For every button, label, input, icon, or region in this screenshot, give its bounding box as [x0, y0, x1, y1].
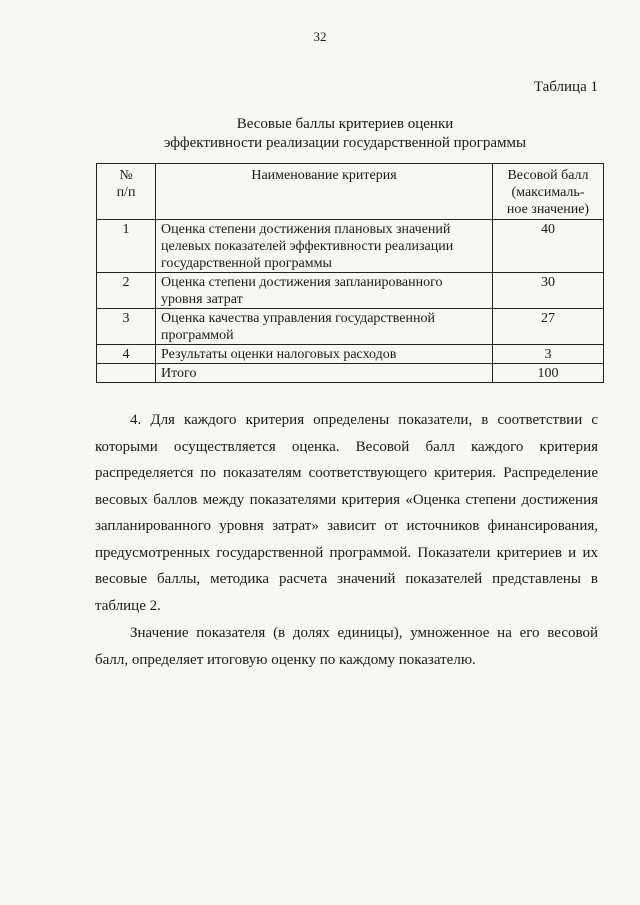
paragraph-criteria-indicators: 4. Для каждого критерия определены показатели, в соответствии с которыми осуществляется оценка. Весовой балл каждого критерия распределяется по показателям соответствующего критерия. Распределение весовых баллов между показателями критерия «Оценка степени достижения запланированного уровня затрат» зависит от источников финансирования, предусмотренных государственной программой. Показатели критериев и их весовые баллы, методика расчета значений показателей представлены в таблице 2. [95, 412, 598, 614]
table-header-row [97, 164, 604, 220]
table-row [97, 220, 604, 273]
criterion-line: Оценка степени достижения запланированного [161, 275, 443, 290]
header-number-line: п/п [116, 185, 136, 200]
criterion-line: Итого [161, 366, 197, 381]
table-title [0, 115, 640, 153]
criteria-weights-table [96, 163, 604, 383]
criterion-line: Оценка степени достижения плановых значений [161, 222, 451, 237]
table-row [97, 273, 604, 309]
header-weight-line: (максималь- [511, 185, 585, 200]
header-weight-line: ное значение) [506, 202, 590, 217]
table-row [97, 309, 604, 345]
criterion-line: целевых показателей эффективности реализации [161, 239, 454, 254]
header-weight-line: Весовой балл [507, 168, 589, 183]
table-total-row [97, 364, 604, 383]
paragraph-indicator-score: Значение показателя (в долях единицы), умноженное на его весовой балл, определяет итоговую оценку по каждому показателю. [95, 625, 598, 668]
total-row-number [97, 364, 156, 383]
row-number: 2 [97, 273, 156, 309]
page-number: 32 [313, 29, 327, 44]
table-title-line: Весовые баллы критериев оценки [236, 116, 454, 132]
criterion-line: уровня затрат [161, 292, 243, 307]
row-weight: 40 [493, 220, 604, 273]
total-label [156, 364, 493, 383]
row-number: 4 [97, 345, 156, 364]
row-criterion-name [156, 309, 493, 345]
total-weight: 100 [493, 364, 604, 383]
criterion-line: программой [161, 328, 234, 343]
table-title-line: эффективности реализации государственной программы [163, 135, 527, 151]
header-number-line: № [119, 168, 133, 183]
table-label: Таблица 1 [533, 79, 598, 95]
row-weight: 30 [493, 273, 604, 309]
criterion-line: Результаты оценки налоговых расходов [161, 347, 397, 362]
row-criterion-name [156, 220, 493, 273]
row-number: 1 [97, 220, 156, 273]
row-weight: 3 [493, 345, 604, 364]
header-weight [493, 164, 604, 220]
criterion-line: государственной программы [161, 256, 332, 271]
row-criterion-name [156, 345, 493, 364]
row-criterion-name [156, 273, 493, 309]
header-number [97, 164, 156, 220]
criterion-line: Оценка качества управления государственной [161, 311, 435, 326]
row-number: 3 [97, 309, 156, 345]
table-row [97, 345, 604, 364]
row-weight: 27 [493, 309, 604, 345]
header-criterion-name: Наименование критерия [156, 164, 493, 220]
